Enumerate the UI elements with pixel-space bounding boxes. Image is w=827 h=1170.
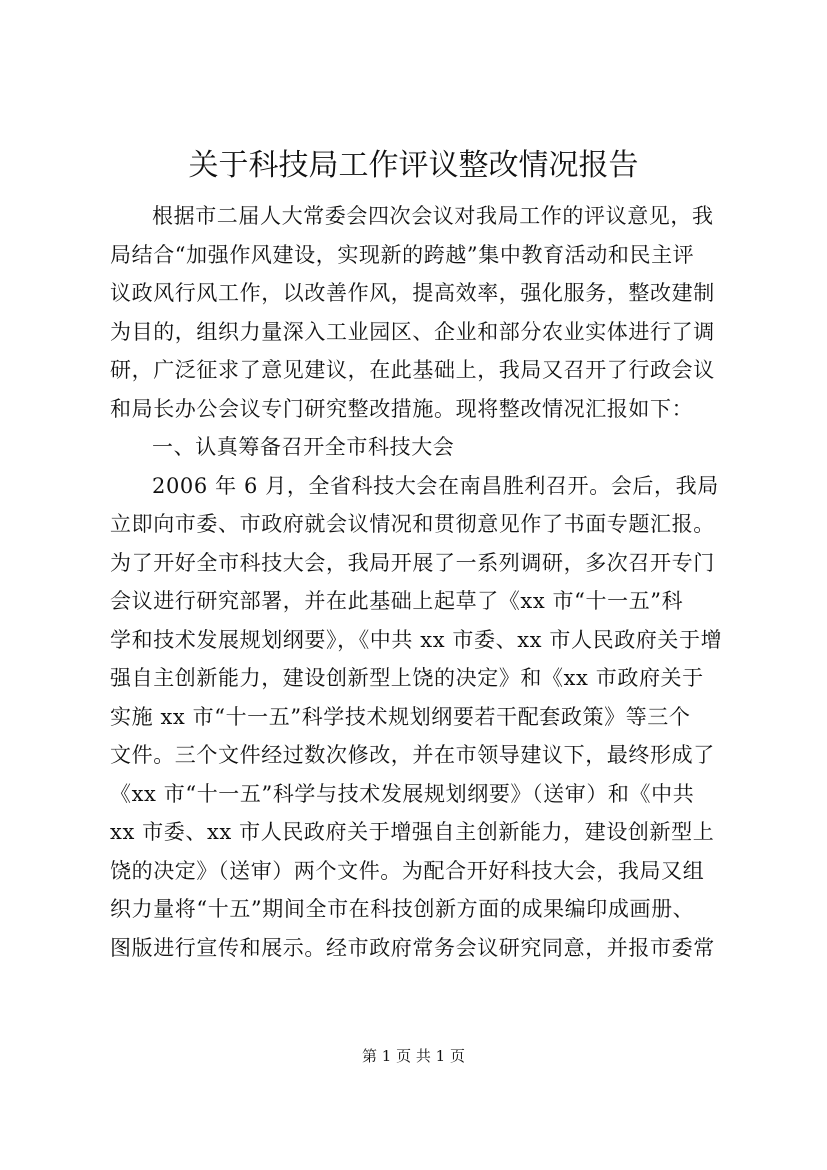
paragraph-line: 立即向市委、市政府就会议情况和贯彻意见作了书面专题汇报。 (110, 512, 715, 536)
page-footer: 第 1 页 共 1 页 (362, 1047, 465, 1065)
paragraph-line: 局结合“加强作风建设，实现新的跨越”集中教育活动和民主评 (110, 242, 695, 267)
paragraph-line: 为了开好全市科技大会，我局开展了一系列调研，多次召开专门 (110, 550, 715, 575)
document-body (110, 197, 730, 967)
paragraph-line: xx 市委、xx 市人民政府关于增强自主创新能力，建设创新型上 (110, 820, 715, 844)
document-title: 关于科技局工作评议整改情况报告 (188, 148, 639, 183)
section-heading: 一、认真筹备召开全市科技大会 (152, 435, 455, 459)
paragraph-line: 实施 xx 市“十一五”科学技术规划纲要若干配套政策》等三个 (110, 704, 691, 729)
paragraph-line: 和局长办公会议专门研究整改措施。现将整改情况汇报如下： (110, 396, 694, 421)
paragraph-line: 《xx 市“十一五”科学与技术发展规划纲要》（送审）和《中共 (110, 781, 695, 806)
paragraph-line: 2006 年 6 月，全省科技大会在南昌胜利召开。会后，我局 (152, 473, 719, 498)
paragraph-line: 研，广泛征求了意见建议，在此基础上，我局又召开了行政会议 (110, 358, 715, 382)
paragraph-line: 议政风行风工作，以改善作风，提高效率，强化服务，整改建制 (110, 281, 715, 305)
paragraph-line: 饶的决定》（送审）两个文件。为配合开好科技大会，我局又组 (110, 858, 705, 883)
paragraph-line: 学和技术发展规划纲要》，《中共 xx 市委、xx 市人民政府关于增 (110, 627, 723, 652)
paragraph-line: 强自主创新能力，建设创新型上饶的决定》和《xx 市政府关于 (110, 666, 704, 690)
paragraph-line: 文件。三个文件经过数次修改，并在市领导建议下，最终形成了 (110, 743, 715, 767)
paragraph-line: 图版进行宣传和展示。经市政府常务会议研究同意，并报市委常 (110, 935, 715, 960)
paragraph-line: 为目的，组织力量深入工业园区、企业和部分农业实体进行了调 (110, 319, 715, 344)
paragraph-line: 根据市二届人大常委会四次会议对我局工作的评议意见，我 (152, 204, 714, 228)
paragraph-line: 会议进行研究部署，并在此基础上起草了《xx 市“十一五”科 (110, 589, 684, 613)
paragraph-line: 织力量将“十五”期间全市在科技创新方面的成果编印成画册、 (110, 897, 695, 921)
